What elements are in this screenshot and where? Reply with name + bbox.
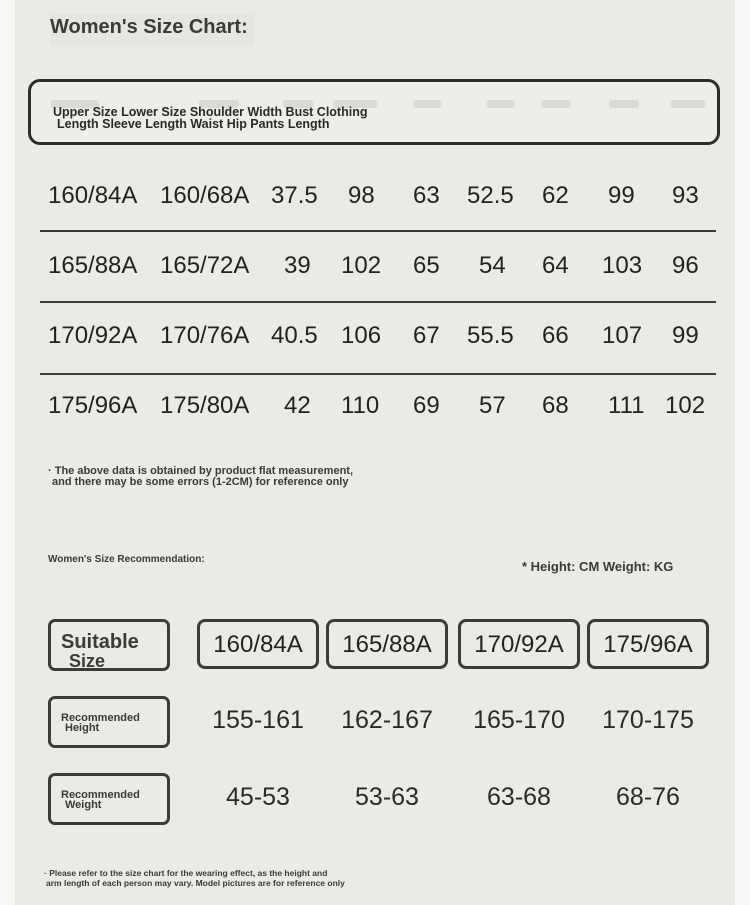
weight-range: 63-68: [487, 783, 551, 811]
size-option-175-96a: 175/96A: [587, 619, 709, 669]
suitable-size-label-line-2: Size: [69, 651, 106, 671]
table-cell: 103: [602, 252, 643, 279]
table-cell: 54: [479, 252, 506, 279]
table-cell: 99: [672, 322, 699, 349]
table-cell: 170/92A: [48, 322, 138, 349]
table-cell: 67: [413, 322, 440, 349]
table-cell: 64: [542, 252, 569, 279]
recommended-height-label-line-2: Height: [65, 722, 100, 734]
table-cell: 106: [341, 322, 382, 349]
footer-note-line-1: · Please refer to the size chart for the wearing effect, as the height and: [44, 868, 328, 878]
row-divider: [40, 301, 716, 303]
page-title: Women's Size Chart:: [50, 14, 254, 45]
table-cell: 170/76A: [160, 322, 250, 349]
table-cell: 160/84A: [48, 182, 138, 209]
table-cell: 37.5: [271, 182, 318, 209]
table-cell: 55.5: [467, 322, 514, 349]
header-line-2: Length Sleeve Length Waist Hip Pants Length: [57, 117, 330, 131]
recommendation-title: Women's Size Recommendation:: [48, 554, 205, 565]
table-cell: 66: [542, 322, 569, 349]
table-column-headers: [53, 106, 413, 130]
units-note: * Height: CM Weight: KG: [522, 559, 674, 574]
table-cell: 98: [348, 182, 375, 209]
measurement-note-line-1: · The above data is obtained by product flat measurement,: [48, 465, 354, 477]
table-cell: 69: [413, 392, 440, 419]
footer-note-line-2: arm length of each person may vary. Model pictures are for reference only: [46, 877, 345, 888]
recommended-weight-label: [48, 773, 170, 825]
recommended-weight-label-line-2: Weight: [65, 799, 102, 811]
table-cell: 93: [672, 182, 699, 209]
recommended-height-label: [48, 696, 170, 748]
table-cell: 96: [672, 252, 699, 279]
table-cell: 62: [542, 182, 569, 209]
row-divider: [40, 230, 716, 232]
row-divider: [40, 373, 716, 375]
height-range: 170-175: [602, 706, 694, 734]
height-range: 165-170: [473, 706, 565, 734]
recommended-height-label-line-1: Recommended: [61, 712, 140, 724]
table-cell: 99: [608, 182, 635, 209]
height-range: 155-161: [212, 706, 304, 734]
size-option-160-84a: 160/84A: [197, 619, 319, 669]
table-cell: 40.5: [271, 322, 318, 349]
suitable-size-label: [48, 619, 170, 671]
table-cell: 165/72A: [160, 252, 250, 279]
recommended-weight-label-line-1: Recommended: [61, 789, 140, 801]
weight-range: 45-53: [226, 783, 290, 811]
suitable-size-label-line-1: Suitable: [61, 631, 139, 653]
size-option-165-88a: 165/88A: [326, 619, 448, 669]
table-cell: 175/80A: [160, 392, 250, 419]
table-cell: 165/88A: [48, 252, 138, 279]
table-cell: 39: [284, 252, 311, 279]
weight-range: 68-76: [616, 783, 680, 811]
table-row: [40, 232, 716, 302]
size-table: [40, 162, 716, 442]
table-cell: 175/96A: [48, 392, 138, 419]
table-header: [28, 79, 720, 145]
table-row: [40, 162, 716, 232]
table-row: [40, 302, 716, 372]
height-range: 162-167: [341, 706, 433, 734]
table-cell: 102: [341, 252, 382, 279]
table-cell: 52.5: [467, 182, 514, 209]
table-cell: 57: [479, 392, 506, 419]
header-line-1: Upper Size Lower Size Shoulder Width Bust Clothing: [53, 105, 368, 119]
table-row: [40, 372, 716, 442]
weight-range: 53-63: [355, 783, 419, 811]
table-cell: 102: [665, 392, 706, 419]
table-cell: 42: [284, 392, 311, 419]
table-cell: 65: [413, 252, 440, 279]
table-cell: 110: [341, 392, 380, 419]
size-option-170-92a: 170/92A: [458, 619, 580, 669]
table-cell: 107: [602, 322, 643, 349]
measurement-note-line-2: and there may be some errors (1-2CM) for reference only: [52, 476, 349, 488]
table-cell: 68: [542, 392, 569, 419]
table-cell: 63: [413, 182, 440, 209]
table-cell: 160/68A: [160, 182, 250, 209]
table-cell: 111: [608, 392, 645, 419]
footer-note: [44, 869, 384, 888]
measurement-note: [48, 466, 468, 488]
